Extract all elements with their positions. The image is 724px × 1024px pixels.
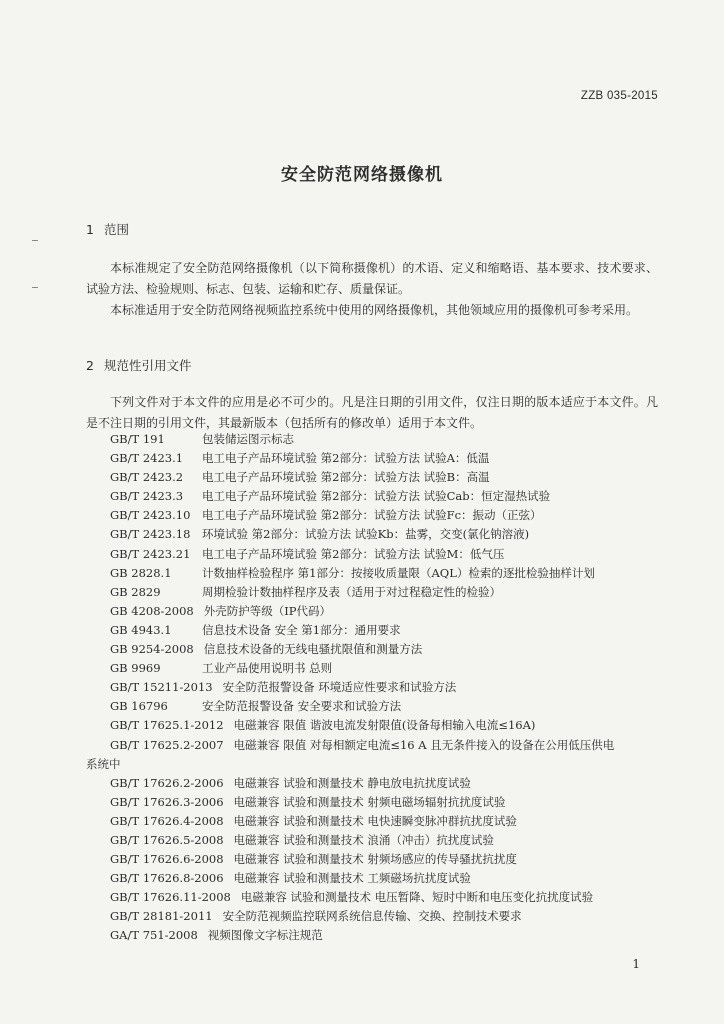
reference-title: 电工电子产品环境试验 第2部分：试验方法 试验Fc：振动（正弦）	[202, 508, 542, 523]
reference-code: GB 4208-2008	[110, 603, 194, 618]
reference-code: GB/T 17626.8-2006	[110, 871, 224, 886]
reference-item	[86, 506, 658, 525]
reference-item	[86, 774, 658, 793]
reference-item	[86, 487, 658, 506]
standard-code: ZZB 035-2015	[580, 90, 658, 102]
scan-mark	[32, 240, 38, 241]
reference-title: 电磁兼容 限值 对每相额定电流≤16 A 且无条件接入的设备在公用低压供电	[233, 737, 615, 752]
reference-code: GB/T 15211-2013	[110, 680, 213, 695]
reference-code: GB/T 28181-2011	[110, 909, 213, 924]
reference-item	[86, 640, 658, 659]
reference-code: GB/T 17626.2-2006	[110, 775, 224, 790]
reference-title: 电工电子产品环境试验 第2部分：试验方法 试验A：低温	[202, 451, 490, 466]
reference-item	[86, 831, 658, 850]
reference-title: 电磁兼容 试验和测量技术 射频电磁场辐射抗扰度试验	[233, 794, 506, 809]
reference-item	[86, 869, 658, 888]
reference-title: 电工电子产品环境试验 第2部分：试验方法 试验B：高温	[202, 470, 490, 485]
page-number: 1	[632, 957, 640, 971]
reference-code: GB/T 17626.6-2008	[110, 852, 224, 867]
reference-title: 视频图像文字标注规范	[207, 928, 323, 943]
reference-item	[86, 888, 658, 907]
reference-code: GB/T 17625.1-2012	[110, 718, 224, 733]
reference-title: 电磁兼容 试验和测量技术 工频磁场抗扰度试验	[233, 871, 471, 886]
reference-code: GB 2828.1	[110, 565, 172, 580]
reference-code: GB 9969	[110, 661, 161, 676]
reference-title: 电磁兼容 试验和测量技术 电压暂降、短时中断和电压变化抗扰度试验	[240, 890, 594, 905]
reference-code: GB/T 2423.1	[110, 451, 184, 466]
reference-title: 电工电子产品环境试验 第2部分：试验方法 试验M：低气压	[202, 546, 505, 561]
reference-item	[86, 545, 658, 564]
reference-code: GB/T 2423.10	[110, 508, 191, 523]
reference-title: 信息技术设备的无线电骚扰限值和测量方法	[203, 642, 423, 657]
reference-title: 电磁兼容 试验和测量技术 电快速瞬变脉冲群抗扰度试验	[233, 813, 517, 828]
reference-item	[86, 659, 658, 678]
reference-item	[86, 602, 658, 621]
reference-code: GB/T 17626.11-2008	[110, 890, 231, 905]
reference-item	[86, 525, 658, 544]
scope-paragraph-1: 本标准规定了安全防范网络摄像机（以下简称摄像机）的术语、定义和缩略语、基本要求、技术要求、试验方法、检验规则、标志、包装、运输和贮存、质量保证。	[86, 261, 658, 296]
section-1-heading	[86, 220, 129, 238]
reference-title: 电磁兼容 试验和测量技术 静电放电抗扰度试验	[233, 775, 471, 790]
reference-title: 计数抽样检验程序 第1部分：按接收质量限（AQL）检索的逐批检验抽样计划	[202, 565, 595, 580]
scope-paragraph-2: 本标准适用于安全防范网络视频监控系统中使用的网络摄像机，其他领域应用的摄像机可参考采用。	[110, 303, 639, 317]
reference-item	[86, 697, 658, 716]
reference-item	[86, 621, 658, 640]
reference-item	[86, 850, 658, 869]
reference-item	[86, 907, 658, 926]
reference-item	[86, 793, 658, 812]
reference-item	[86, 449, 658, 468]
document-title: 安全防范网络摄像机	[281, 165, 443, 185]
reference-code: GB/T 17626.3-2006	[110, 794, 224, 809]
reference-title: 工业产品使用说明书 总则	[202, 661, 333, 676]
reference-list	[86, 430, 658, 946]
reference-item	[86, 430, 658, 449]
reference-item	[86, 583, 658, 602]
section-2-heading	[86, 356, 192, 374]
reference-item	[86, 678, 658, 697]
reference-code: GA/T 751-2008	[110, 928, 198, 943]
reference-code: GB/T 17626.4-2008	[110, 813, 224, 828]
reference-title-continuation: 系统中	[86, 756, 121, 771]
reference-item	[86, 564, 658, 583]
section-title: 范围	[104, 222, 130, 237]
reference-title: 周期检验计数抽样程序及表（适用于对过程稳定性的检验）	[202, 584, 501, 599]
reference-code: GB/T 2423.21	[110, 546, 191, 561]
reference-code: GB/T 2423.18	[110, 527, 191, 542]
reference-code: GB 2829	[110, 584, 161, 599]
reference-code: GB/T 191	[110, 432, 165, 446]
reference-code: GB 16796	[110, 699, 168, 714]
section-title: 规范性引用文件	[104, 358, 192, 373]
reference-title: 电工电子产品环境试验 第2部分：试验方法 试验Cab：恒定湿热试验	[202, 489, 551, 504]
reference-title: 安全防范报警设备 安全要求和试验方法	[202, 699, 402, 714]
reference-title: 环境试验 第2部分：试验方法 试验Kb：盐雾，交变(氯化钠溶液)	[202, 527, 530, 542]
reference-title: 安全防范视频监控联网系统信息传输、交换、控制技术要求	[222, 909, 522, 924]
reference-item	[86, 812, 658, 831]
reference-title: 信息技术设备 安全 第1部分：通用要求	[202, 622, 401, 637]
reference-title: 电磁兼容 限值 谐波电流发射限值(设备每相输入电流≤16A)	[233, 718, 536, 733]
section-number: 2	[86, 358, 94, 373]
reference-item	[86, 736, 658, 774]
reference-title: 外壳防护等级（IP代码）	[203, 603, 331, 618]
reference-title: 包装储运图示标志	[202, 432, 294, 446]
reference-title: 安全防范报警设备 环境适应性要求和试验方法	[222, 680, 457, 695]
reference-code: GB/T 2423.2	[110, 470, 184, 485]
section-number: 1	[86, 222, 94, 237]
reference-code: GB/T 17625.2-2007	[110, 737, 224, 752]
reference-item	[86, 926, 658, 945]
reference-code: GB 9254-2008	[110, 642, 194, 657]
references-intro: 下列文件对于本文件的应用是必不可少的。凡是注日期的引用文件，仅注日期的版本适应于本文件。凡是不注日期的引用文件，其最新版本（包括所有的修改单）适用于本文件。	[86, 395, 658, 430]
reference-title: 电磁兼容 试验和测量技术 射频场感应的传导骚扰抗扰度	[233, 852, 517, 867]
scan-mark	[32, 287, 38, 288]
reference-item	[86, 468, 658, 487]
reference-code: GB/T 17626.5-2008	[110, 832, 224, 847]
reference-title: 电磁兼容 试验和测量技术 浪涌（冲击）抗扰度试验	[233, 832, 494, 847]
reference-item	[86, 716, 658, 735]
reference-code: GB/T 2423.3	[110, 489, 184, 504]
reference-code: GB 4943.1	[110, 622, 172, 637]
